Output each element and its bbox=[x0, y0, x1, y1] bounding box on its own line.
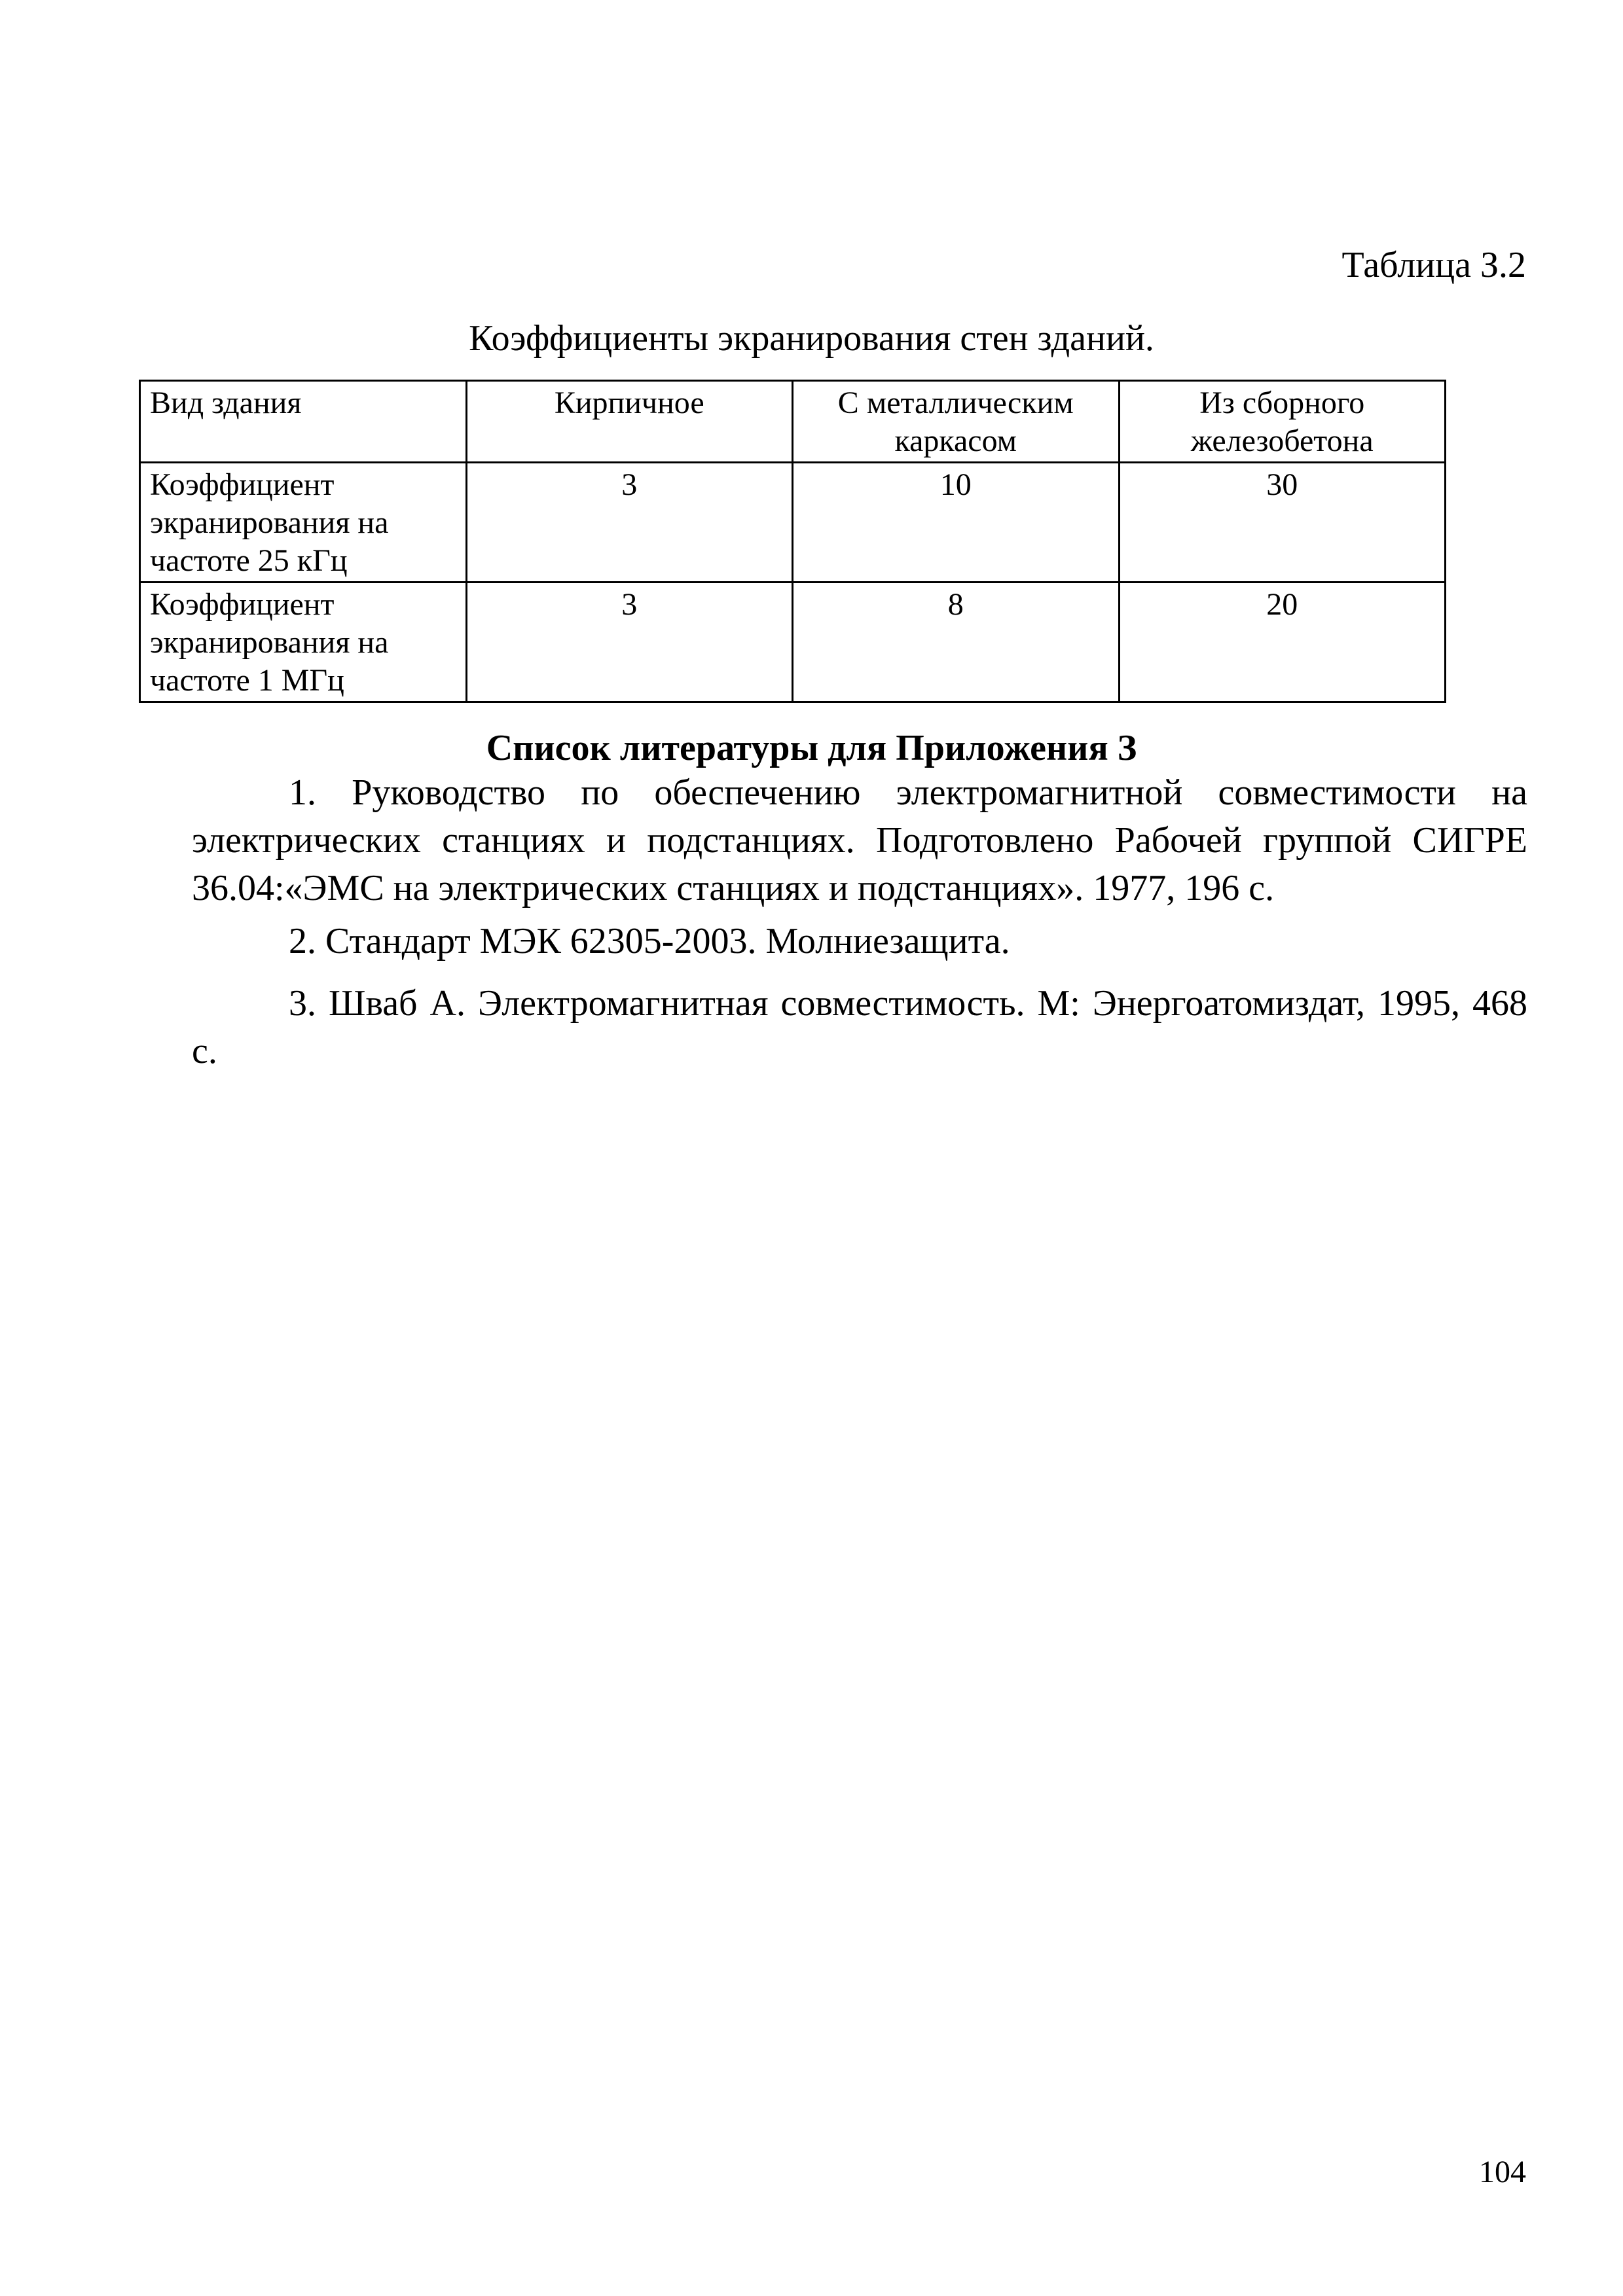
row-label-cell: Коэффициент экранирования на частоте 25 кГц bbox=[140, 463, 467, 583]
reference-item: 2. Стандарт МЭК 62305-2003. Молниезащита. bbox=[289, 921, 1010, 961]
value-cell: 10 bbox=[793, 463, 1120, 583]
reference-item: 1. Руководство по обеспечению электромагнитной совместимости на электрических станциях и подстанциях. Подготовлено Рабочей группой СИГРЕ 36.04:«ЭМС на электрических станциях и подстанциях». 1977, 196 с. bbox=[192, 772, 1527, 908]
table-header-row bbox=[140, 381, 1446, 463]
row-label-cell: Коэффициент экранирования на частоте 1 МГц bbox=[140, 583, 467, 702]
table-row bbox=[140, 463, 1446, 583]
value-cell: 3 bbox=[466, 583, 793, 702]
table-caption: Коэффициенты экранирования стен зданий. bbox=[469, 318, 1154, 359]
header-cell-precast-concrete: Из сборного железобетона bbox=[1119, 381, 1446, 463]
table-row bbox=[140, 583, 1446, 702]
references-heading: Список литературы для Приложения З bbox=[486, 728, 1137, 768]
reference-item: 3. Шваб А. Электромагнитная совместимость. М: Энергоатомиздат, 1995, 468 с. bbox=[192, 983, 1527, 1071]
value-cell: 30 bbox=[1119, 463, 1446, 583]
value-cell: 20 bbox=[1119, 583, 1446, 702]
value-cell: 8 bbox=[793, 583, 1120, 702]
header-cell-building-type: Вид здания bbox=[140, 381, 467, 463]
header-cell-metal-frame: С металлическим каркасом bbox=[793, 381, 1120, 463]
page-number: 104 bbox=[1479, 2155, 1526, 2189]
value-cell: 3 bbox=[466, 463, 793, 583]
shielding-coefficients-table bbox=[139, 380, 1446, 703]
table-number-label: Таблица З.2 bbox=[1341, 245, 1526, 285]
header-cell-brick: Кирпичное bbox=[466, 381, 793, 463]
